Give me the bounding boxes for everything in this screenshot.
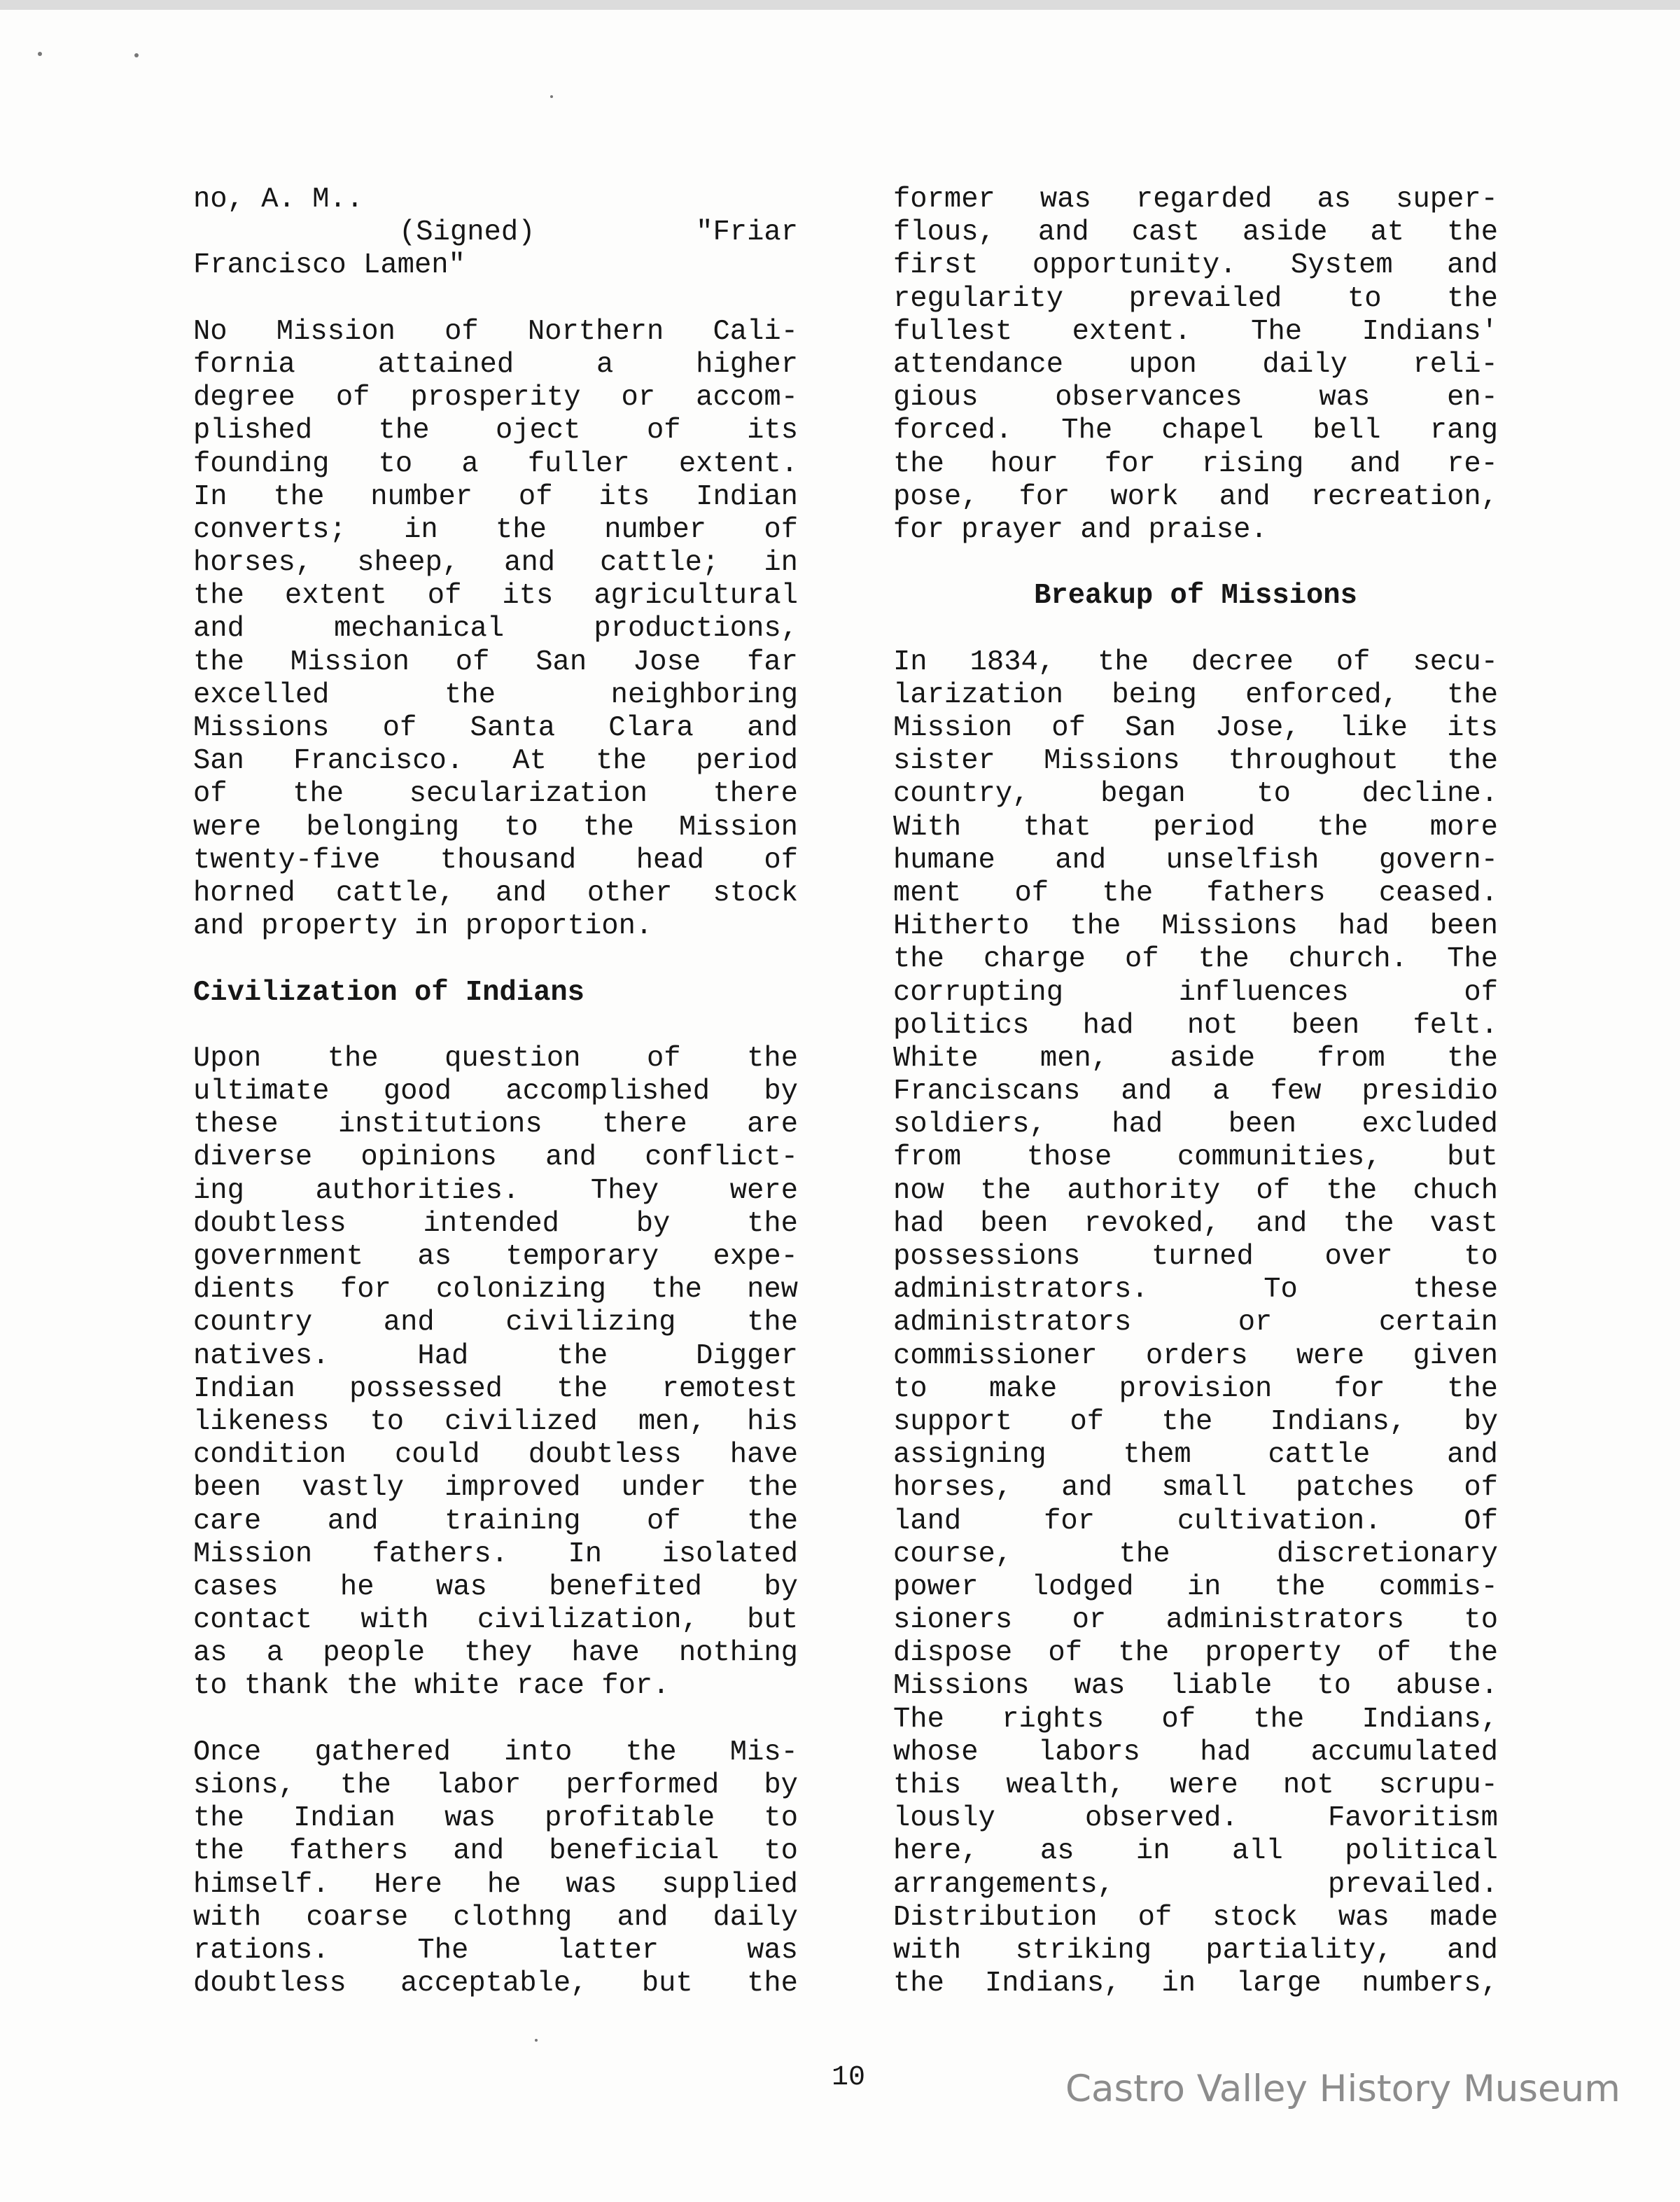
text-line: Hitherto the Missions had been: [893, 910, 1498, 943]
text-line: country, began to decline.: [893, 778, 1498, 811]
paragraph-gap: [893, 547, 1498, 580]
text-line: the Indian was profitable to: [193, 1802, 798, 1835]
text-line: sions, the labor performed by: [193, 1769, 798, 1802]
scan-top-edge: [0, 0, 1680, 10]
text-line: horned cattle, and other stock: [193, 877, 798, 910]
text-line: here, as in all political: [893, 1835, 1498, 1868]
text-line: attendance upon daily reli-: [893, 348, 1498, 381]
text-line: pose, for work and recreation,: [893, 480, 1498, 513]
text-line: soldiers, had been excluded: [893, 1108, 1498, 1141]
text-line: course, the discretionary: [893, 1538, 1498, 1570]
text-line: dispose of the property of the: [893, 1637, 1498, 1670]
text-line: lously observed. Favoritism: [893, 1802, 1498, 1835]
paragraph-question: [193, 1043, 798, 1703]
text-line: rations. The latter was: [193, 1934, 798, 1967]
text-line: fullest extent. The Indians': [893, 315, 1498, 348]
text-line: contact with civilization, but: [193, 1604, 798, 1637]
text-line: condition could doubtless have: [193, 1439, 798, 1472]
text-line: support of the Indians, by: [893, 1405, 1498, 1438]
text-line: gious observances was en-: [893, 382, 1498, 414]
text-line: this wealth, were not scrupu-: [893, 1769, 1498, 1802]
text-line: forced. The chapel bell rang: [893, 414, 1498, 447]
paragraph-continued: [893, 183, 1498, 547]
signature-block: [193, 183, 798, 283]
text-line: No Mission of Northern Cali-: [193, 315, 798, 348]
scan-speck: [550, 95, 553, 98]
text-line: cases he was benefited by: [193, 1570, 798, 1603]
text-line: degree of prosperity or accom-: [193, 382, 798, 414]
text-line: ultimate good accomplished by: [193, 1075, 798, 1108]
text-line: twenty-five thousand head of: [193, 844, 798, 877]
text-line: the fathers and beneficial to: [193, 1835, 798, 1868]
text-line: likeness to civilized men, his: [193, 1405, 798, 1438]
text-line: doubtless intended by the: [193, 1207, 798, 1240]
text-line: former was regarded as super-: [893, 183, 1498, 216]
text-line: possessions turned over to: [893, 1241, 1498, 1273]
text-line: humane and unselfish govern-: [893, 844, 1498, 877]
text-line: the hour for rising and re-: [893, 447, 1498, 480]
text-line: with striking partiality, and: [893, 1934, 1498, 1967]
text-line: government as temporary expe-: [193, 1241, 798, 1273]
section-heading-breakup: Breakup of Missions: [1034, 580, 1357, 613]
text-line: horses, sheep, and cattle; in: [193, 547, 798, 580]
text-line: had been revoked, and the vast: [893, 1207, 1498, 1240]
text-line: larization being enforced, the: [893, 678, 1498, 711]
text-line: Mission of San Jose, like its: [893, 712, 1498, 744]
right-column: [893, 183, 1498, 2000]
text-line: first opportunity. System and: [893, 249, 1498, 282]
text-line: Once gathered into the Mis-: [193, 1736, 798, 1769]
text-line: of the secularization there: [193, 778, 798, 811]
paragraph-gap: [193, 1703, 798, 1736]
text-line: diverse opinions and conflict-: [193, 1141, 798, 1174]
text-line: administrators. To these: [893, 1274, 1498, 1306]
scan-speck: [38, 52, 42, 56]
signature-line: no, A. M..: [193, 183, 364, 216]
page-number: 10: [832, 2062, 866, 2093]
text-line: converts; in the number of: [193, 513, 798, 546]
text-line: dients for colonizing the new: [193, 1274, 798, 1306]
text-line: the extent of its agricultural: [193, 580, 798, 613]
text-line: been vastly improved under the: [193, 1472, 798, 1505]
text-line: Missions of Santa Clara and: [193, 712, 798, 744]
text-line: San Francisco. At the period: [193, 745, 798, 778]
text-line: commissioner orders were given: [893, 1339, 1498, 1372]
text-line: these institutions there are: [193, 1108, 798, 1141]
text-line: were belonging to the Mission: [193, 811, 798, 844]
text-line: flous, and cast aside at the: [893, 216, 1498, 249]
text-line: and mechanical productions,: [193, 613, 798, 646]
text-line: land for cultivation. Of: [893, 1505, 1498, 1538]
text-line: now the authority of the chuch: [893, 1174, 1498, 1207]
text-line: the charge of the church. The: [893, 943, 1498, 976]
text-line: sioners or administrators to: [893, 1604, 1498, 1637]
paragraph-prosperity: [193, 316, 798, 944]
scan-speck: [134, 53, 139, 57]
text-line: With that period the more: [893, 811, 1498, 844]
text-line: ment of the fathers ceased.: [893, 877, 1498, 910]
text-line: as a people they have nothing: [193, 1637, 798, 1670]
text-line: fornia attained a higher: [193, 348, 798, 381]
text-line: doubtless acceptable, but the: [193, 1967, 798, 2000]
text-line: horses, and small patches of: [893, 1472, 1498, 1505]
museum-watermark: Castro Valley History Museum: [1065, 2068, 1620, 2110]
text-line: In 1834, the decree of secu-: [893, 646, 1498, 678]
text-line: plished the oject of its: [193, 414, 798, 447]
text-line: ing authorities. They were: [193, 1174, 798, 1207]
text-line: White men, aside from the: [893, 1042, 1498, 1075]
text-line: Franciscans and a few presidio: [893, 1075, 1498, 1108]
text-line: whose labors had accumulated: [893, 1736, 1498, 1769]
text-line: the Indians, in large numbers,: [893, 1967, 1498, 2000]
text-line: with coarse clothng and daily: [193, 1901, 798, 1934]
text-line: Distribution of stock was made: [893, 1901, 1498, 1934]
text-line: The rights of the Indians,: [893, 1703, 1498, 1736]
text-line: and property in proportion.: [193, 910, 653, 943]
text-line: Upon the question of the: [193, 1042, 798, 1075]
text-line: Missions was liable to abuse.: [893, 1670, 1498, 1703]
text-line: himself. Here he was supplied: [193, 1868, 798, 1901]
text-line: from those communities, but: [893, 1141, 1498, 1174]
text-line: to make provision for the: [893, 1372, 1498, 1405]
signature-line: Francisco Lamen": [193, 249, 465, 282]
text-line: to thank the white race for.: [193, 1670, 670, 1703]
text-line: the Mission of San Jose far: [193, 646, 798, 678]
text-line: corrupting influences of: [893, 976, 1498, 1009]
text-line: assigning them cattle and: [893, 1439, 1498, 1472]
text-line: care and training of the: [193, 1505, 798, 1538]
text-line: In the number of its Indian: [193, 480, 798, 513]
text-line: country and civilizing the: [193, 1306, 798, 1339]
paragraph-gap: [193, 943, 798, 976]
text-line: politics had not been felt.: [893, 1009, 1498, 1042]
paragraph-labor: [193, 1736, 798, 2001]
left-column: [193, 183, 798, 2000]
text-line: sister Missions throughout the: [893, 745, 1498, 778]
text-line: regularity prevailed to the: [893, 282, 1498, 315]
text-line: Mission fathers. In isolated: [193, 1538, 798, 1570]
text-line: Indian possessed the remotest: [193, 1372, 798, 1405]
text-line: arrangements, prevailed.: [893, 1868, 1498, 1901]
paragraph-gap: [193, 283, 798, 316]
signature-line: (Signed) "Friar: [399, 216, 798, 249]
section-heading-civilization: Civilization of Indians: [193, 976, 584, 1009]
text-line: for prayer and praise.: [893, 513, 1268, 546]
text-line: natives. Had the Digger: [193, 1339, 798, 1372]
paragraph-gap: [893, 613, 1498, 646]
text-line: administrators or certain: [893, 1306, 1498, 1339]
text-line: founding to a fuller extent.: [193, 447, 798, 480]
text-line: power lodged in the commis-: [893, 1570, 1498, 1603]
paragraph-gap: [193, 1010, 798, 1043]
scan-speck: [535, 2039, 538, 2042]
text-line: excelled the neighboring: [193, 678, 798, 711]
paragraph-decree: [893, 646, 1498, 2001]
